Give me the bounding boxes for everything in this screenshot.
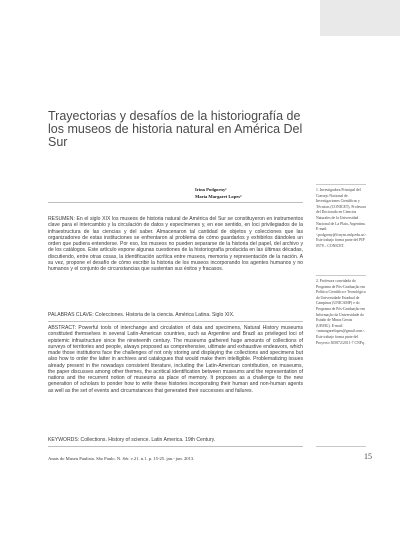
- author-name: Irina Podgorny¹: [195, 187, 227, 192]
- sidenote-divider: [316, 446, 366, 447]
- page-number: 15: [364, 452, 372, 461]
- sidenote-divider: [316, 184, 366, 185]
- resumen-paragraph: RESUMEN: En el siglo XIX los museos de historia natural de América del Sur se constituyeron en instrumentos clave para el intercambio y la circulación de datos y especímenes y, en ese sentido, en loci privilegiados de la infraestructura de las ciencias y del saber. Almacenaron tal cantidad de objetos y colecciones que las organizadores de estas instituciones se enfrentaron al problema de cómo guardarlos y exhibirlos dándoles un orden que pudiera entenderse. Por eso, los museos no pueden separarse de la historia del papel, del archivo y de los catálogos. Este artículo expone algunas cuestiones de la historiografía producida en las últimas décadas, discutiendo, entre otras cosas, la identificación acrítica entre museos, memoria y representación de la nación. A su vez, propone el desafío de cómo escribir la historia de los museos incorporando los agentes humanos y no humanos y el conjunto de circunstancias que sustentan sus éxitos y fracasos.: [48, 216, 303, 272]
- footer-citation: Anais do Museu Paulista. São Paulo. N. Sér. v.21. n.1. p. 15-25. jan.- jun. 2013.: [48, 456, 195, 461]
- divider: [48, 321, 303, 322]
- header-band: [320, 0, 400, 36]
- keywords: KEYWORDS: Collections. History of science. Latin America. 19th Century.: [48, 437, 216, 443]
- abstract-paragraph: ABSTRACT: Powerful tools of interchange and circulation of data and specimens, Natural History museums constituted themselves in several Latin-American countries, such as Argentine and Brazil as privileged loci of epistemic infrastructure since the nineteenth century. The museums gathered huge amounts of collections of surveys of territories and people, always proposed as comprehensive, ultimate and exhaustive endeavors, which made those institutions face the challenges of not only storing and displaying the collections and specimens but also how to order the latter in archives and catalogues that would make them intelligible. Problematizing issues already present in the nowadays consistent literature, including the Latin-American contribution, on museums, the paper discusses among other themes, the acritical identification between museums and the representation of nations and the recurrent notion of museums as place of memory. It proposes as a challenge to the new generation of scholars to ponder how to write these histories incorporating their human and non-human agents as well as the set of events and circumstances that generated their successes and failures.: [48, 325, 303, 394]
- divider: [48, 202, 303, 203]
- divider: [48, 446, 303, 447]
- article-title: Trayectorias y desafíos de la historiografía de los museos de historia natural en América Del Sur: [48, 109, 303, 149]
- sidenote-divider: [316, 275, 366, 276]
- sidenote-1: 1. Investigadora Principal del Consejo Nacional de Investigaciones Científicas y Técnicas (CONICET), Profesora del Doctorado en Ciencias Naturales de la Universidad Nacional de La Plata, Argentina. E-mail: <podgorny@fcnym.unlp.edu.ar>. Este trabajo forma parte del PIP 0578 – CONICET.: [316, 188, 368, 248]
- palabras-clave: PALABRAS CLAVE: Colecciones. Historia de la ciencia. América Latina. Siglo XIX.: [48, 312, 235, 318]
- author-list: [195, 186, 325, 200]
- author-name: María Margaret Lopes²: [195, 194, 242, 199]
- sidenote-2: 2. Profesora convidada do Programa de Pós-Graduação em Política Científica e Tecnológica da Universidade Estadual de Campinas (UNICAMP) e do Programa de Pós-Graduação em Informação da Universidade do Estado de Minas Gerais (UEMG). E-mail: <mmargaretlopes@gmail.com>. Este trabajo forma parte del Proyecto 305872/2011-7 CNPq.: [316, 279, 366, 345]
